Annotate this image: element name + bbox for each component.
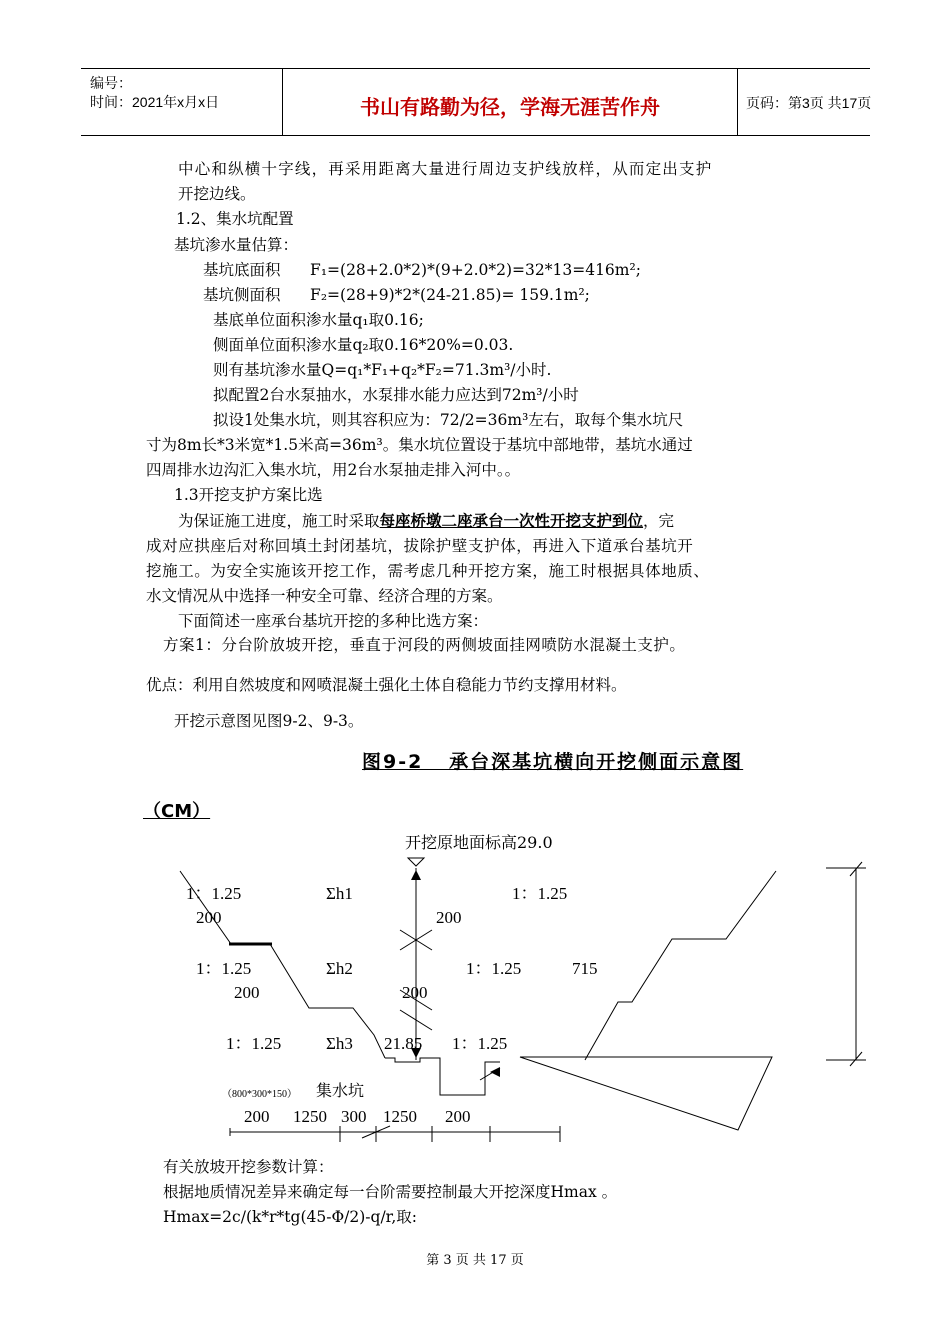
body-line: 根据地质情况差异来确定每一台阶需要控制最大开挖深度Hmax 。 — [163, 1183, 618, 1201]
body-line: 水文情况从中选择一种安全可靠、经济合理的方案。 — [146, 587, 503, 605]
pit-label: 集水坑 — [316, 1081, 365, 1100]
slope-label: 1：1.25 — [186, 884, 242, 903]
width-label: 200 — [234, 983, 260, 1002]
formula-line: 基底单位面积渗水量q₁取0.16; — [213, 311, 424, 329]
height-label: Σh3 — [326, 1034, 353, 1053]
body-line: 四周排水边沟汇入集水坑，用2台水泵抽走排入河中。。 — [146, 461, 521, 479]
formula-line: 基坑侧面积 F₂=(28+9)*2*(24-21.85)= 159.1m²; — [203, 286, 590, 304]
bottom-width-label: 200 — [445, 1107, 471, 1126]
pit-outline — [385, 1058, 500, 1095]
body-line: 挖施工。为安全实施该开挖工作，需考虑几种开挖方案，施工时根据具体地质、 — [146, 562, 710, 580]
unit-label: （CM） — [143, 801, 211, 822]
elevation-marker — [408, 858, 424, 866]
formula-line: 侧面单位面积渗水量q₂取0.16*20%=0.03. — [213, 336, 514, 354]
pit-dimensions: （800*300*150） — [222, 1089, 297, 1100]
page-footer: 第 3 页 共 17 页 — [426, 1253, 524, 1268]
time-label: 时间：2021年x月x日 — [90, 94, 220, 110]
section-heading: 1.3开挖支护方案比选 — [174, 486, 323, 504]
right-slope-line — [585, 871, 776, 1060]
elevation-label: 21.85 — [384, 1034, 423, 1053]
body-line: 有关放坡开挖参数计算： — [163, 1158, 334, 1176]
body-line: 下面简述一座承台基坑开挖的多种比选方案： — [178, 612, 489, 630]
formula-line: Hmax=2c/(k*r*tg(45-Φ/2)-q/r,取: — [163, 1208, 418, 1226]
body-line: 中心和纵横十字线，再采用距离大量进行周边支护线放样，从而定出支护 — [178, 160, 713, 178]
width-label: 200 — [196, 908, 222, 927]
page-label: 页码：第3页 共17页 — [746, 95, 872, 111]
slope-label: 1：1.25 — [452, 1034, 508, 1053]
width-label: 200 — [402, 983, 428, 1002]
arrow-up — [411, 870, 421, 880]
bottom-width-label: 1250 — [293, 1107, 327, 1126]
body-line: 优点：利用自然坡度和网喷混凝土强化土体自稳能力节约支撑用材料。 — [146, 676, 627, 694]
bottom-width-label: 1250 — [383, 1107, 417, 1126]
depth-label: 715 — [572, 959, 598, 978]
number-label: 编号： — [90, 75, 132, 91]
slope-label: 1：1.25 — [196, 959, 252, 978]
height-label: Σh1 — [326, 884, 353, 903]
figure-title: 图9-2 承台深基坑横向开挖侧面示意图 — [362, 751, 744, 773]
emphasis-text: 每座桥墩二座承台一次性开挖支护到位 — [379, 511, 644, 530]
pit-triangle — [520, 1057, 772, 1130]
bottom-width-label: 300 — [341, 1107, 367, 1126]
body-text: 为保证施工进度，施工时采取 — [178, 512, 380, 530]
body-text: ，完 — [643, 512, 675, 530]
body-line: 开挖边线。 — [178, 185, 256, 203]
height-label: Σh2 — [326, 959, 353, 978]
formula-line: 则有基坑渗水量Q=q₁*F₁+q₂*F₂=71.3m³/小时. — [213, 361, 552, 379]
formula-line: 基坑底面积 F₁=(28+2.0*2)*(9+2.0*2)=32*13=416m²; — [203, 261, 641, 279]
slope-label: 1：1.25 — [466, 959, 522, 978]
section-heading: 1.2、集水坑配置 — [176, 210, 294, 228]
body-line: 拟设1处集水坑，则其容积应为：72/2=36m³左右，取每个集水坑尺 — [213, 411, 684, 429]
top-elevation-label: 开挖原地面标高29.0 — [405, 833, 553, 852]
body-line: 寸为8m长*3米宽*1.5米高=36m³。集水坑位置设于基坑中部地带，基坑水通过 — [146, 436, 693, 454]
body-line: 基坑渗水量估算： — [174, 236, 299, 254]
slope-label: 1：1.25 — [512, 884, 568, 903]
body-line: 成对应拱座后对称回填土封闭基坑，拔除护壁支护体，再进入下道承台基坑开 — [146, 537, 694, 555]
arrow-left — [490, 1067, 500, 1077]
motto: 书山有路勤为径，学海无涯苦作舟 — [360, 95, 660, 119]
width-label: 200 — [436, 908, 462, 927]
body-line: 拟配置2台水泵抽水，水泵排水能力应达到72m³/小时 — [213, 386, 579, 404]
bottom-width-label: 200 — [244, 1107, 270, 1126]
slope-label: 1：1.25 — [226, 1034, 282, 1053]
body-line: 开挖示意图见图9-2、9-3。 — [174, 712, 364, 730]
body-line: 方案1：分台阶放坡开挖，垂直于河段的两侧坡面挂网喷防水混凝土支护。 — [163, 636, 686, 654]
